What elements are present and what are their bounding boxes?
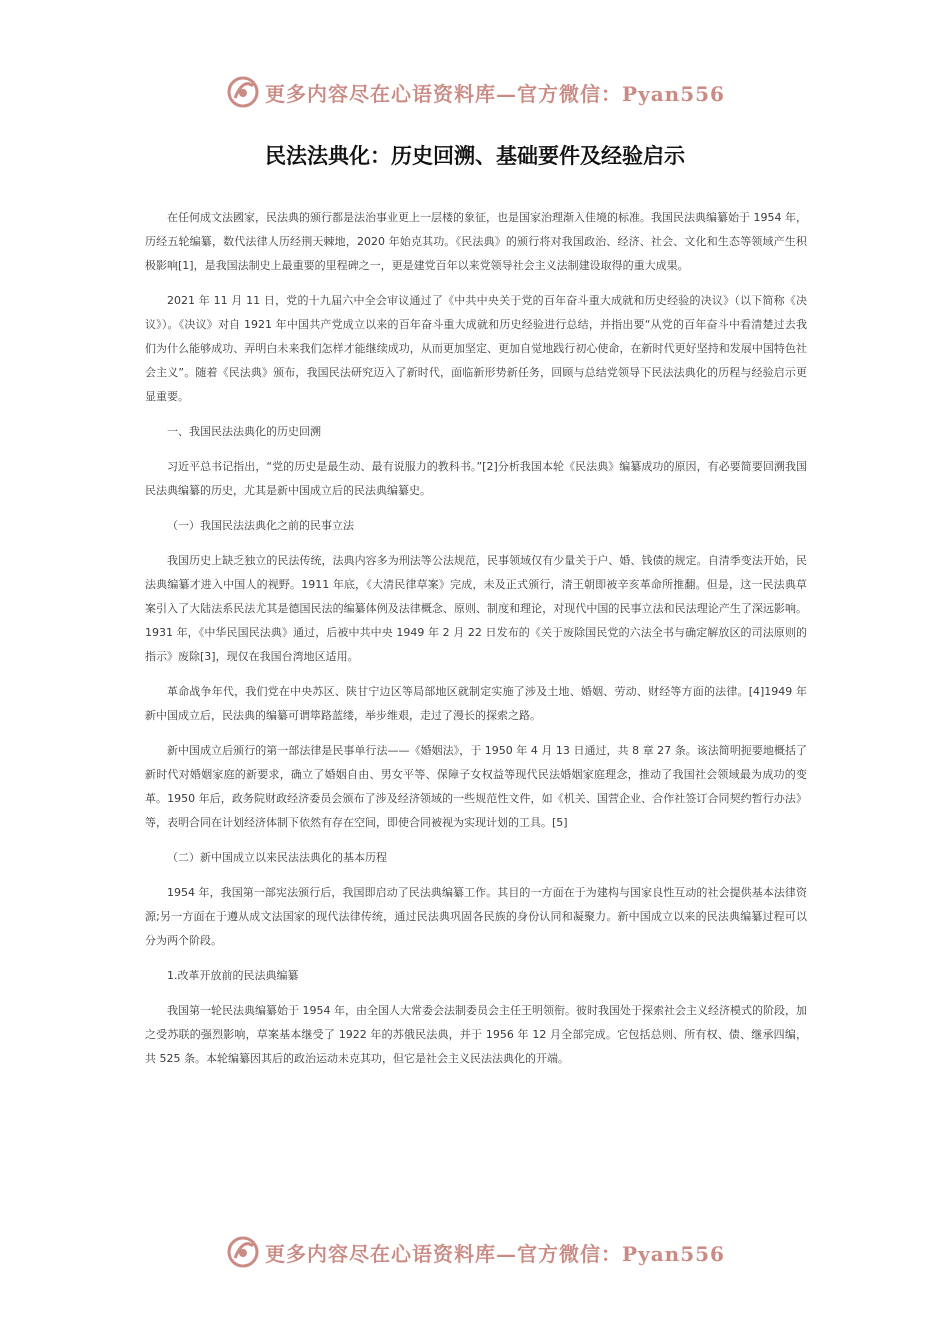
banner-text: 更多内容尽在心语资料库—官方微信：Pyan556: [265, 1241, 725, 1266]
seal-logo-icon: [225, 1234, 261, 1270]
header-watermark-banner: [0, 72, 950, 112]
subsection-heading: 1.改革开放前的民法典编纂: [167, 969, 299, 982]
section-heading: 一、我国民法法典化的历史回溯: [167, 425, 321, 438]
paragraph: 革命战争年代，我们党在中央苏区、陕甘宁边区等局部地区就制定实施了涉及土地、婚姻、劳动、财经等方面的法律。[4]1949 年新中国成立后，民法典的编纂可谓筚路蓝缕，举步维艰，走过了漫长的探索之路。: [145, 685, 807, 722]
footer-watermark-banner: [0, 1232, 950, 1272]
document-body: [145, 206, 807, 1082]
paragraph: 新中国成立后颁行的第一部法律是民事单行法——《婚姻法》，于 1950 年 4 月 13 日通过，共 8 章 27 条。该法简明扼要地概括了新时代对婚姻家庭的新要求，确立了婚姻自由、男女平等、保障子女权益等现代民法婚姻家庭理念，推动了我国社会领域最为成功的变革。1950 年后，政务院财政经济委员会颁布了涉及经济领域的一些规范性文件，如《机关、国营企业、合作社签订合同契约暂行办法》等，表明合同在计划经济体制下依然有存在空间，即使合同被视为实现计划的工具。[5]: [145, 744, 807, 829]
paragraph: 习近平总书记指出，“党的历史是最生动、最有说服力的教科书。”[2]分析我国本轮《民法典》编纂成功的原因，有必要简要回溯我国民法典编纂的历史，尤其是新中国成立后的民法典编纂史。: [145, 460, 807, 497]
banner-text: 更多内容尽在心语资料库—官方微信：Pyan556: [265, 81, 725, 106]
seal-logo-icon: [225, 74, 261, 110]
paragraph: 2021 年 11 月 11 日，党的十九届六中全会审议通过了《中共中央关于党的百年奋斗重大成就和历史经验的决议》（以下简称《决议》）。《决议》对自 1921 年中国共产党成立以来的百年奋斗重大成就和历史经验进行总结，并指出要“从党的百年奋斗中看清楚过去我们为什么能够成功、弄明白未来我们怎样才能继续成功，从而更加坚定、更加自觉地践行初心使命，在新时代更好坚持和发展中国特色社会主义”。随着《民法典》颁布，我国民法研究迈入了新时代，面临新形势新任务，回顾与总结党领导下民法法典化的历程与经验启示更显重要。: [145, 294, 807, 403]
paragraph: 在任何成文法國家，民法典的颁行都是法治事业更上一层楼的象征，也是国家治理渐入佳境的标准。我国民法典编纂始于 1954 年，历经五轮编纂，数代法律人历经荆天棘地，2020 年始克其功。《民法典》的颁行将对我国政治、经济、社会、文化和生态等领域产生积极影响[1]，是我国法制史上最重要的里程碑之一，更是建党百年以来党领导社会主义法制建设取得的重大成果。: [145, 211, 807, 272]
paragraph: 我国第一轮民法典编纂始于 1954 年，由全国人大常委会法制委员会主任王明领衔。彼时我国处于探索社会主义经济模式的阶段，加之受苏联的强烈影响，草案基本继受了 1922 年的苏俄民法典，并于 1956 年 12 月全部完成。它包括总则、所有权、债、继承四编，共 525 条。本轮编纂因其后的政治运动未克其功，但它是社会主义民法法典化的开端。: [145, 1004, 807, 1065]
subsection-heading: （一）我国民法法典化之前的民事立法: [167, 519, 354, 532]
document-title: 民法法典化：历史回溯、基础要件及经验启示: [265, 144, 685, 168]
subsection-heading: （二）新中国成立以来民法法典化的基本历程: [167, 851, 387, 864]
paragraph: 1954 年，我国第一部宪法颁行后，我国即启动了民法典编纂工作。其目的一方面在于为建构与国家良性互动的社会提供基本法律资源;另一方面在于遵从成文法国家的现代法律传统，通过民法典巩固各民族的身份认同和凝聚力。新中国成立以来的民法典编纂过程可以分为两个阶段。: [145, 886, 807, 947]
paragraph: 我国历史上缺乏独立的民法传统，法典内容多为刑法等公法规范，民事领域仅有少量关于户、婚、钱债的规定。自清季变法开始，民法典编纂才进入中国人的视野。1911 年底，《大清民律草案》完成，未及正式颁行，清王朝即被辛亥革命所推翻。但是，这一民法典草案引入了大陆法系民法尤其是德国民法的编纂体例及法律概念、原则、制度和理论，对现代中国的民事立法和民法理论产生了深远影响。1931 年，《中华民国民法典》通过，后被中共中央 1949 年 2 月 22 日发布的《关于废除国民党的六法全书与确定解放区的司法原则的指示》废除[3]，现仅在我国台湾地区适用。: [145, 554, 807, 663]
